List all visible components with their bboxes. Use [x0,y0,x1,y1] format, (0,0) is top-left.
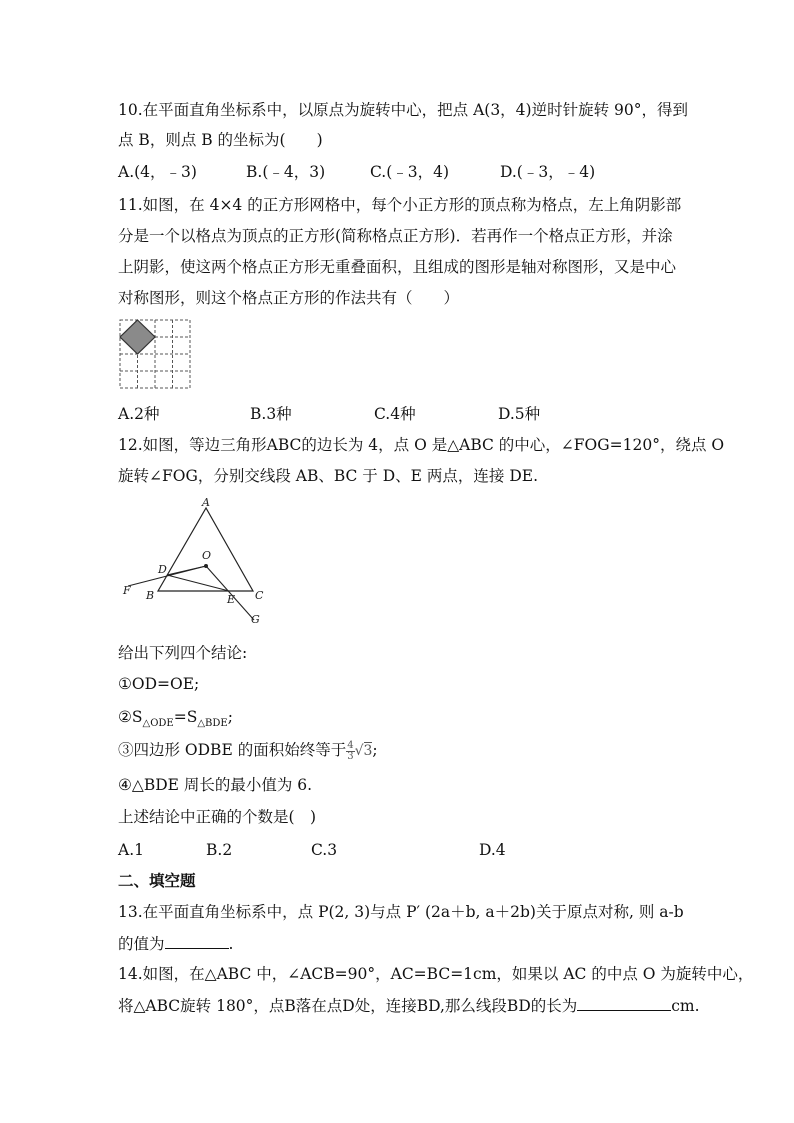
q11-option-c: C.4种 [374,405,416,423]
fraction-four-thirds [346,741,354,762]
label-b: B [146,589,155,602]
q11-line-1: 11.如图，在 4×4 的正方形网格中，每个小正方形的顶点称为格点，左上角阴影部 [118,196,682,214]
q13-prefix: 的值为 [118,935,165,953]
center-point-o [204,564,208,568]
q12-option-c: C.3 [311,841,338,859]
q12-option-a: A.1 [118,841,144,859]
q12-conclusion-1: ①OD=OE; [118,675,200,693]
q10-option-a: A.(4，﹣3) [118,163,197,181]
label-f: F [123,584,131,597]
fraction-numerator: 4 [347,739,354,751]
q10-option-b: B.(﹣4，3) [246,163,326,181]
c2-mid: =S [173,708,198,726]
answer-blank-q14[interactable] [577,994,671,1011]
shaded-square [120,320,155,354]
q11-line-4: 对称图形，则这个格点正方形的作法共有（ ） [118,289,460,307]
q13-suffix: . [228,935,234,953]
q11-option-a: A.2种 [118,405,160,423]
q12-option-d: D.4 [479,841,506,859]
answer-blank-q13[interactable] [165,932,229,949]
q10-option-d: D.(﹣3，﹣4) [500,163,596,181]
c3-suffix: ; [372,741,378,759]
q12-line-1: 12.如图，等边三角形ABC的边长为 4，点 O 是△ABC 的中心，∠FOG=120°，绕点 O [118,436,725,454]
label-a: A [202,496,210,509]
label-d: D [158,563,167,576]
label-e: E [227,593,236,606]
q10-line-2: 点 B，则点 B 的坐标为( ) [118,131,323,149]
q12-question: 上述结论中正确的个数是( ) [118,808,317,826]
label-c: C [255,589,264,602]
q14-line-1: 14.如图，在△ABC 中，∠ACB=90°，AC=BC=1cm，如果以 AC 的中点 O 为旋转中心， [118,965,754,983]
section-heading: 二、填空题 [118,872,196,890]
q11-line-3: 上阴影，使这两个格点正方形无重叠面积，且组成的图形是轴对称图形，又是中心 [118,258,677,276]
fraction-denominator: 3 [347,750,354,762]
q13-line-2 [118,932,233,955]
label-o: O [202,549,212,562]
q11-line-2: 分是一个以格点为顶点的正方形(简称格点正方形)．若再作一个格点正方形，并涂 [118,227,673,245]
q12-triangle-figure [118,496,268,626]
q14-line-2 [118,994,700,1017]
q12-option-b: B.2 [206,841,233,859]
c2-sub-ode: △ODE [142,718,174,730]
q10-option-c: C.(﹣3，4) [370,163,450,181]
label-g: G [251,613,260,626]
c2-suffix: ; [227,708,233,726]
q14-suffix: cm. [671,997,700,1015]
q12-line-2: 旋转∠FOG，分别交线段 AB、BC 于 D、E 两点，连接 DE. [118,467,538,485]
q12-conclusion-3 [118,739,378,762]
q11-option-d: D.5种 [498,405,541,423]
sqrt-radicand: 3 [363,743,373,759]
q13-line-1: 13.在平面直角坐标系中，点 P(2, 3)与点 P′ (2a＋b, a＋2b)关于原点对称, 则 a-b [118,903,684,921]
q10-line-1: 10.在平面直角坐标系中，以原点为旋转中心，把点 A(3，4)逆时针旋转 90°，得到 [118,101,688,119]
c2-prefix: ②S [118,708,143,726]
q11-option-b: B.3种 [250,405,292,423]
q12-conclusion-2 [118,706,233,735]
segment-de [167,575,229,591]
q11-grid-figure [118,318,192,390]
q12-intro: 给出下列四个结论: [118,644,248,662]
c2-sub-bde: △BDE [197,718,228,730]
q12-conclusion-4: ④△BDE 周长的最小值为 6. [118,776,313,794]
segment-od [167,566,206,575]
c3-prefix: ③四边形 ODBE 的面积始终等于 [118,741,347,759]
q14-prefix: 将△ABC旋转 180°，点B落在点D处，连接BD,那么线段BD的长为 [118,997,578,1015]
sqrt-three: √3 [354,743,373,759]
